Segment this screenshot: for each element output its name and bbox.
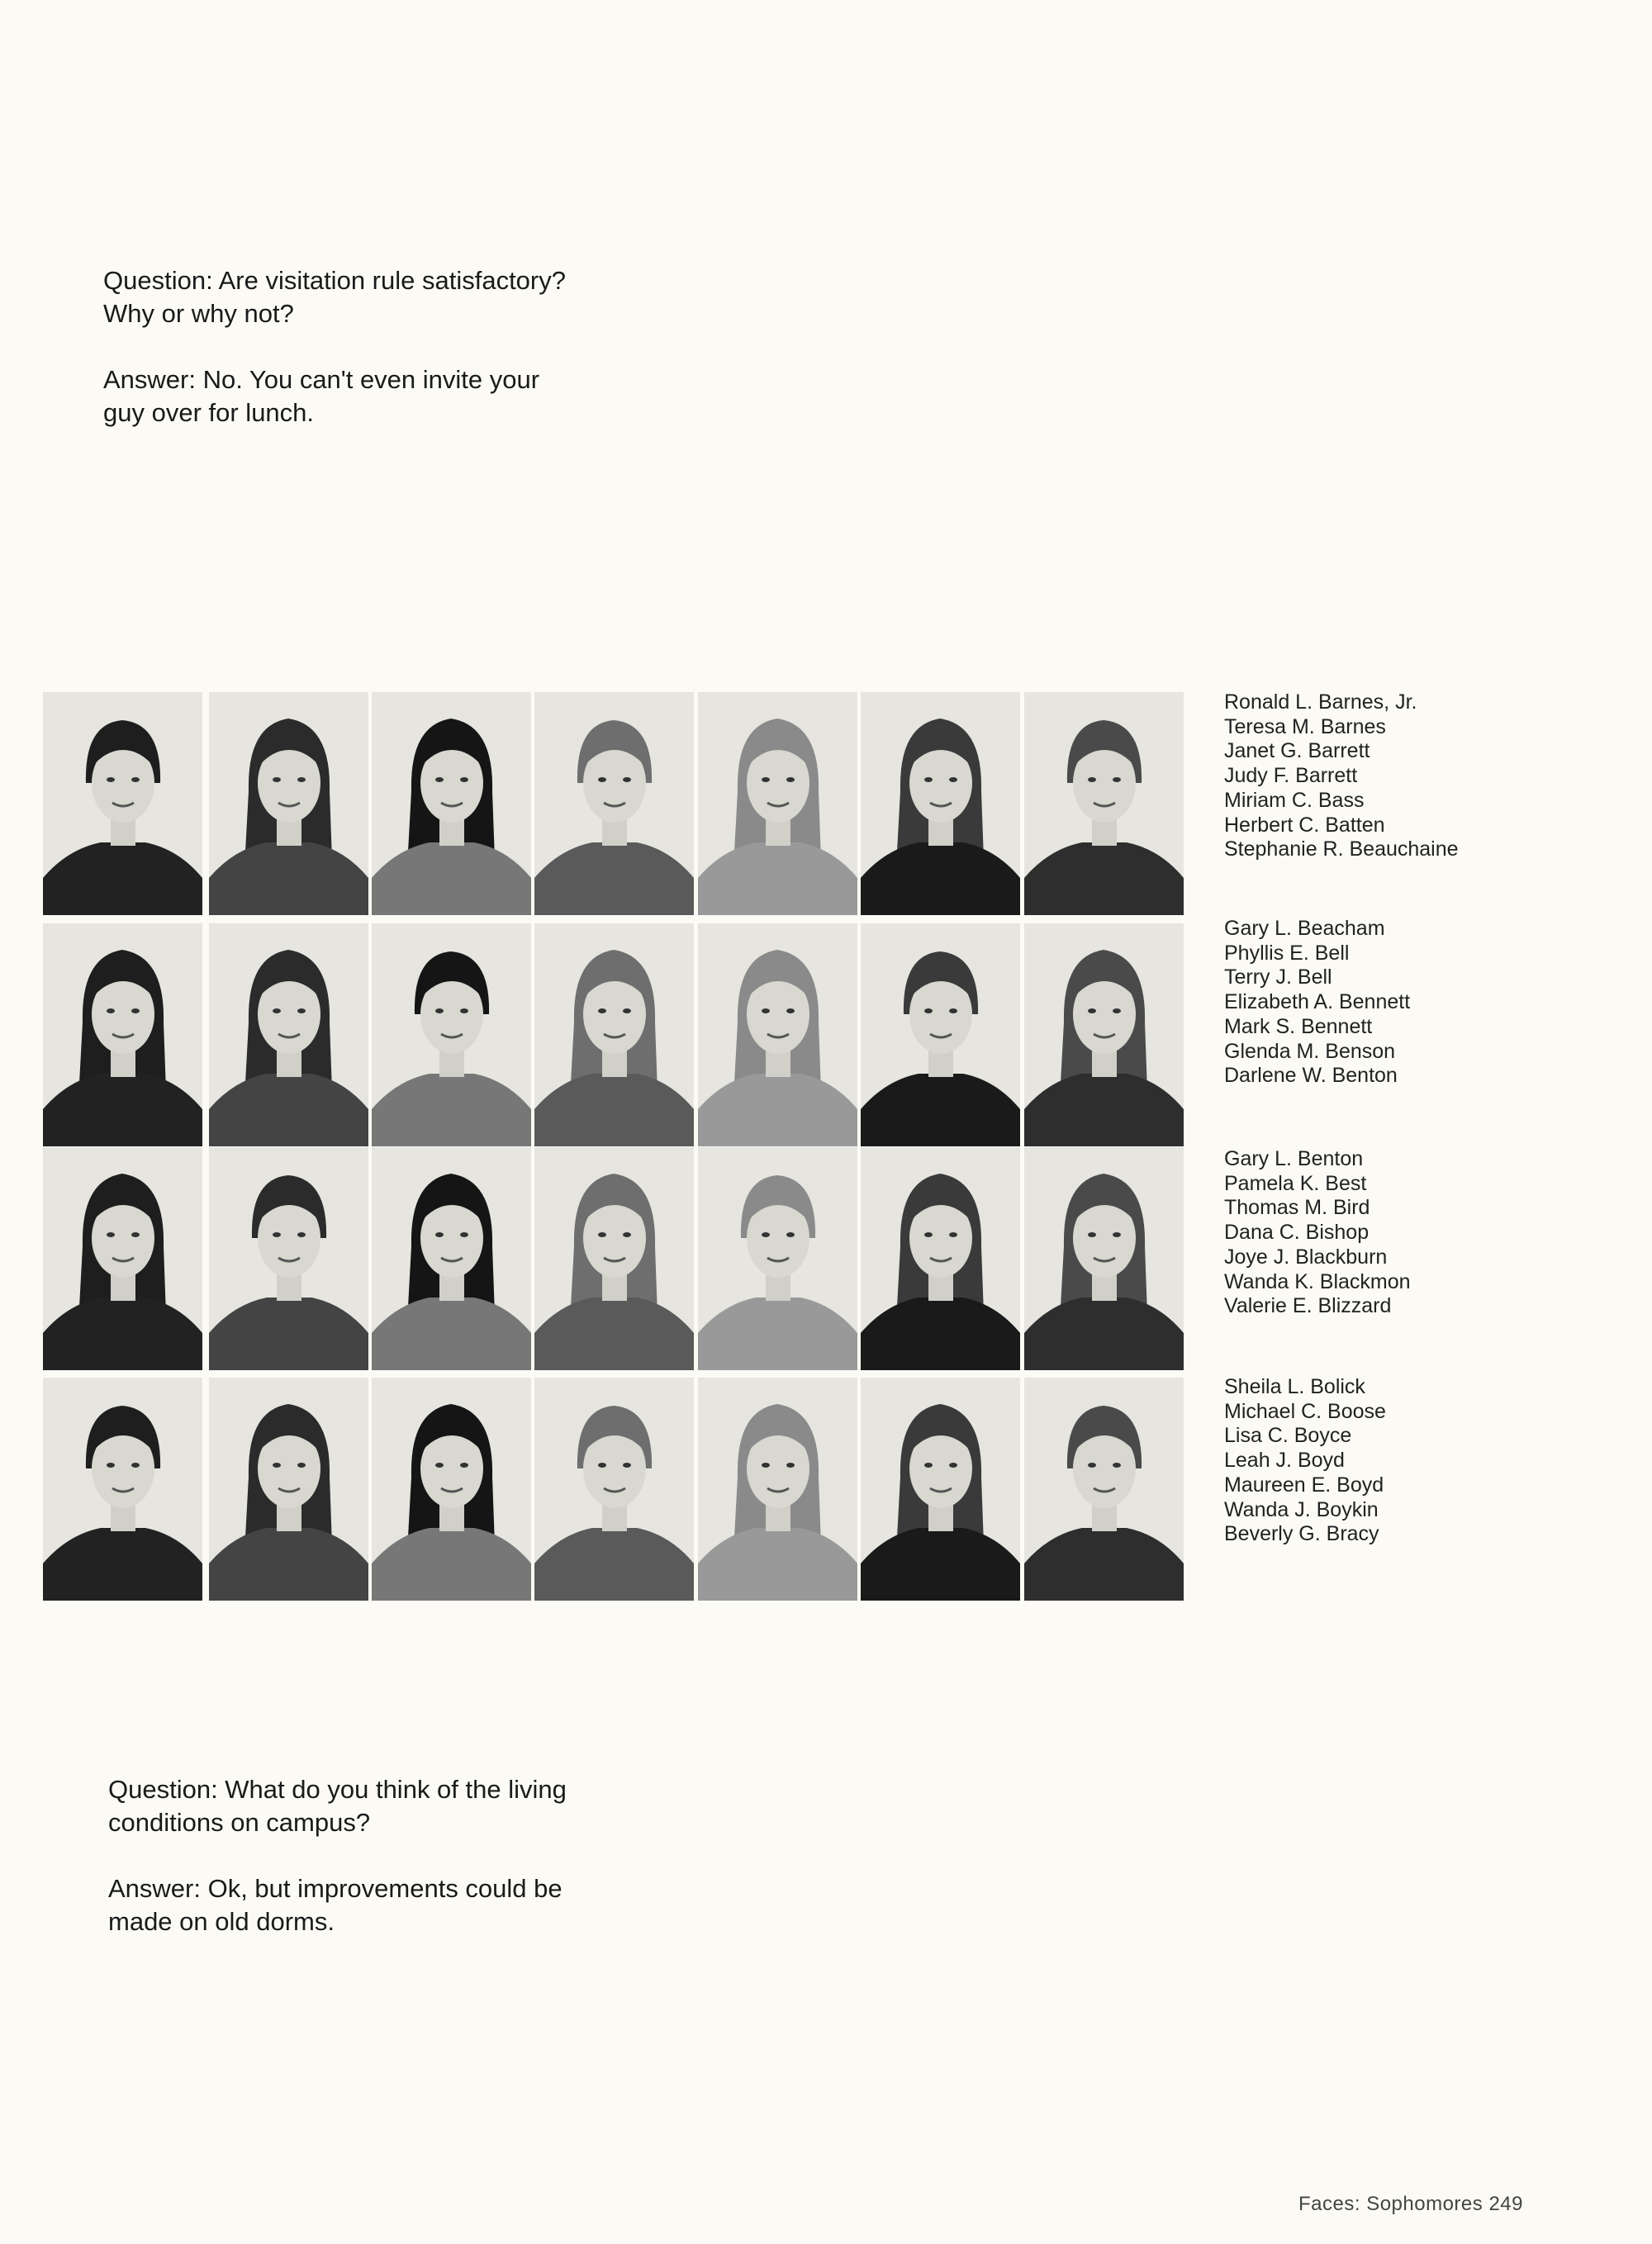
student-name: Joye J. Blackburn bbox=[1224, 1245, 1388, 1269]
student-portrait bbox=[534, 1147, 694, 1370]
student-portrait bbox=[861, 923, 1020, 1146]
student-name: Maureen E. Boyd bbox=[1224, 1473, 1384, 1497]
student-name: Gary L. Benton bbox=[1224, 1147, 1364, 1170]
question-line: Question: What do you think of the living bbox=[108, 1775, 567, 1804]
student-name: Glenda M. Benson bbox=[1224, 1039, 1396, 1063]
student-portrait bbox=[534, 923, 694, 1146]
student-name: Judy F. Barrett bbox=[1224, 764, 1358, 788]
student-name: Wanda K. Blackmon bbox=[1224, 1269, 1411, 1293]
name-list-2 bbox=[1224, 917, 1604, 1089]
student-portrait bbox=[209, 692, 368, 915]
student-portrait bbox=[1024, 1378, 1184, 1601]
question-line: Why or why not? bbox=[103, 299, 294, 328]
student-portrait bbox=[534, 1378, 694, 1601]
student-portrait bbox=[861, 692, 1020, 915]
student-name: Janet G. Barrett bbox=[1224, 739, 1370, 763]
student-portrait bbox=[698, 1147, 857, 1370]
student-portrait bbox=[43, 923, 202, 1146]
answer-line: Answer: Ok, but improvements could be bbox=[108, 1874, 563, 1903]
name-list-4 bbox=[1224, 1375, 1604, 1547]
student-name: Darlene W. Benton bbox=[1224, 1064, 1398, 1088]
student-portrait bbox=[1024, 1147, 1184, 1370]
question-line: Question: Are visitation rule satisfactory? bbox=[103, 266, 566, 295]
student-portrait bbox=[43, 1378, 202, 1601]
student-portrait bbox=[209, 1378, 368, 1601]
student-name: Phyllis E. Bell bbox=[1224, 941, 1350, 965]
student-name: Michael C. Boose bbox=[1224, 1399, 1386, 1423]
student-name: Valerie E. Blizzard bbox=[1224, 1294, 1392, 1318]
student-portrait bbox=[1024, 692, 1184, 915]
student-name: Miriam C. Bass bbox=[1224, 788, 1365, 812]
student-portrait bbox=[43, 1147, 202, 1370]
student-portrait bbox=[372, 1147, 531, 1370]
student-name: Dana C. Bishop bbox=[1224, 1221, 1370, 1245]
student-name: Sheila L. Bolick bbox=[1224, 1375, 1365, 1398]
question-answer-2 bbox=[108, 1773, 686, 1938]
student-name: Lisa C. Boyce bbox=[1224, 1424, 1352, 1448]
student-portrait bbox=[698, 692, 857, 915]
answer-line: guy over for lunch. bbox=[103, 398, 315, 427]
student-portrait bbox=[372, 923, 531, 1146]
student-name: Leah J. Boyd bbox=[1224, 1449, 1345, 1473]
answer-line: Answer: No. You can't even invite your bbox=[103, 365, 540, 394]
student-portrait bbox=[861, 1378, 1020, 1601]
student-name: Wanda J. Boykin bbox=[1224, 1497, 1379, 1521]
question-answer-1 bbox=[103, 264, 681, 429]
name-list-1 bbox=[1224, 690, 1604, 862]
student-portrait bbox=[534, 692, 694, 915]
student-portrait bbox=[861, 1147, 1020, 1370]
student-name: Pamela K. Best bbox=[1224, 1171, 1367, 1195]
student-portrait bbox=[43, 692, 202, 915]
student-name: Gary L. Beacham bbox=[1224, 917, 1385, 940]
page-footer: Faces: Sophomores 249 bbox=[1298, 2193, 1523, 2215]
name-list-3 bbox=[1224, 1147, 1604, 1319]
student-name: Teresa M. Barnes bbox=[1224, 714, 1386, 738]
student-portrait bbox=[1024, 923, 1184, 1146]
answer-line: made on old dorms. bbox=[108, 1907, 335, 1936]
student-portrait bbox=[698, 1378, 857, 1601]
student-portrait bbox=[209, 1147, 368, 1370]
student-name: Thomas M. Bird bbox=[1224, 1196, 1370, 1220]
student-name: Elizabeth A. Bennett bbox=[1224, 990, 1411, 1014]
student-portrait bbox=[698, 923, 857, 1146]
student-portrait bbox=[209, 923, 368, 1146]
student-portrait bbox=[372, 1378, 531, 1601]
student-name: Herbert C. Batten bbox=[1224, 813, 1385, 837]
student-name: Beverly G. Bracy bbox=[1224, 1522, 1379, 1546]
question-line: conditions on campus? bbox=[108, 1808, 371, 1837]
student-portrait bbox=[372, 692, 531, 915]
student-name: Terry J. Bell bbox=[1224, 965, 1332, 989]
student-name: Mark S. Bennett bbox=[1224, 1014, 1373, 1038]
student-name: Ronald L. Barnes, Jr. bbox=[1224, 690, 1417, 714]
student-name: Stephanie R. Beauchaine bbox=[1224, 837, 1459, 861]
